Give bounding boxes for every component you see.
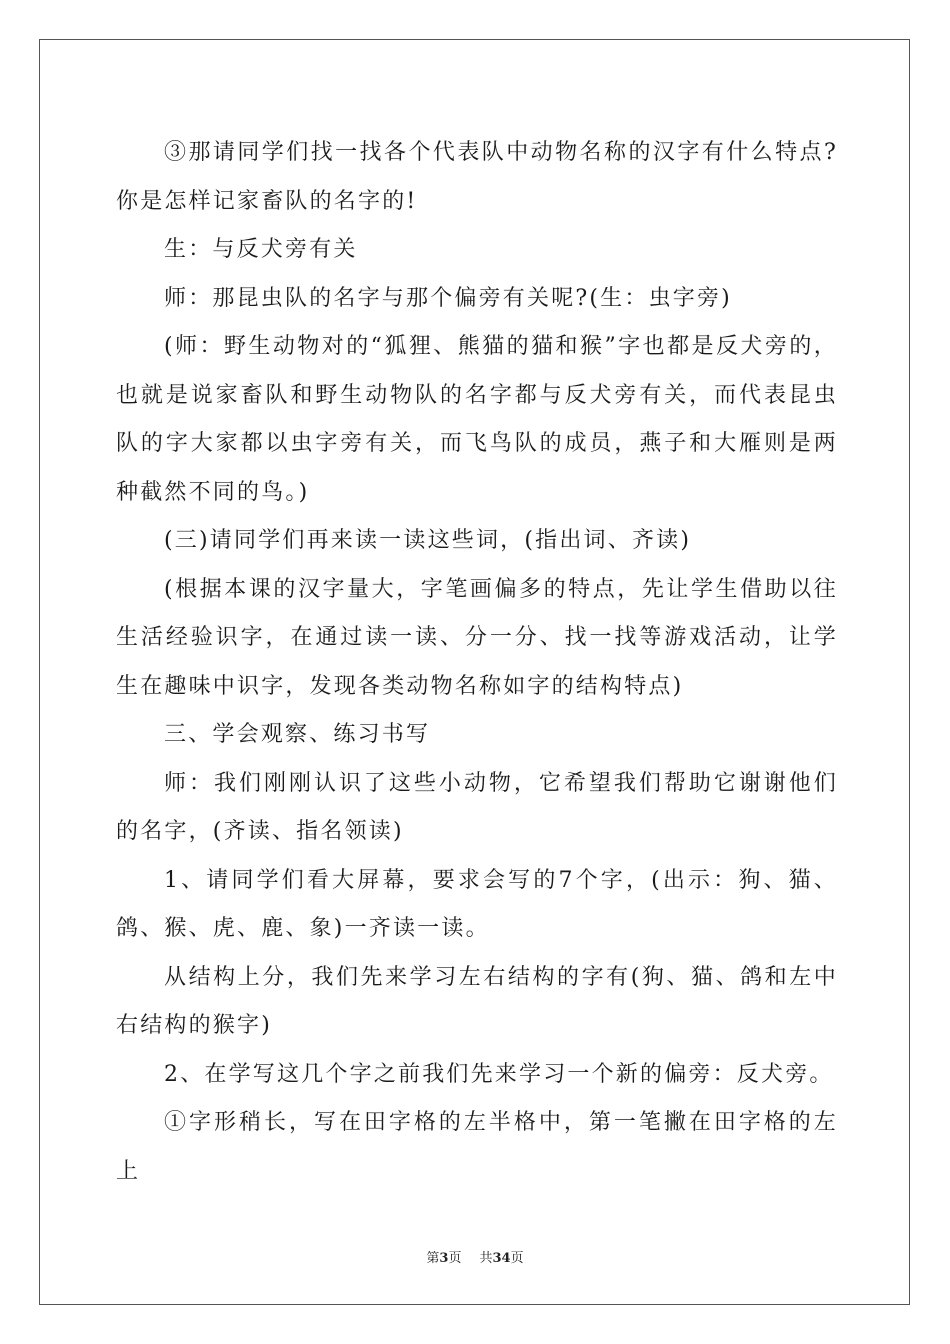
document-body bbox=[116, 129, 838, 1196]
total-suffix: 页 bbox=[510, 1251, 524, 1266]
paragraph-9: 1、请同学们看大屏幕，要求会写的7个字，(出示：狗、猫、鸽、猴、虎、鹿、象)一齐读一读。 bbox=[116, 867, 838, 941]
paragraph-7: 三、学会观察、练习书写 bbox=[164, 722, 431, 747]
paragraph-1: ③那请同学们找一找各个代表队中动物名称的汉字有什么特点?你是怎样记家畜队的名字的! bbox=[116, 140, 838, 214]
paragraph-8: 师：我们刚刚认识了这些小动物，它希望我们帮助它谢谢他们的名字，(齐读、指名领读) bbox=[116, 770, 838, 844]
paragraph-5: (三)请同学们再来读一读这些词，(指出词、齐读) bbox=[164, 528, 692, 553]
page-number: 3 bbox=[439, 1251, 449, 1266]
page-footer bbox=[0, 1247, 950, 1266]
paragraph-11: 2、在学写这几个字之前我们先来学习一个新的偏旁：反犬旁。 bbox=[164, 1061, 834, 1087]
total-prefix: 共 bbox=[479, 1251, 493, 1266]
paragraph-4: (师：野生动物对的“狐狸、熊猫的猫和猴”字也都是反犬旁的，也就是说家畜队和野生动物队的名字都与反犬旁有关，而代表昆虫队的字大家都以虫字旁有关，而飞鸟队的成员，燕子和大雁则是两种截然不同的鸟。) bbox=[116, 334, 838, 505]
page-prefix: 第 bbox=[426, 1251, 440, 1266]
paragraph-6: (根据本课的汉字量大，字笔画偏多的特点，先让学生借助以往生活经验识字，在通过读一读、分一分、找一找等游戏活动，让学生在趣味中识字，发现各类动物名称如字的结构特点) bbox=[116, 576, 838, 699]
paragraph-12: ①字形稍长，写在田字格的左半格中，第一笔撇在田字格的左上 bbox=[116, 1110, 838, 1184]
paragraph-3: 师：那昆虫队的名字与那个偏旁有关呢?(生：虫字旁) bbox=[164, 285, 732, 311]
page-suffix: 页 bbox=[448, 1251, 462, 1266]
paragraph-2: 生：与反犬旁有关 bbox=[164, 237, 358, 262]
total-pages: 34 bbox=[492, 1251, 511, 1266]
paragraph-10: 从结构上分，我们先来学习左右结构的字有(狗、猫、鸽和左中右结构的猴字) bbox=[116, 964, 838, 1038]
